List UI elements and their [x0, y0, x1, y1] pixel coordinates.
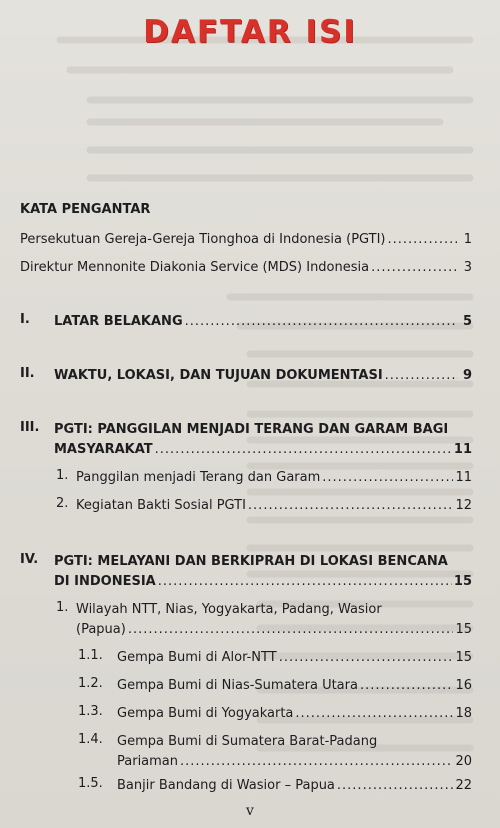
leader-dots [295, 704, 453, 724]
leader-dots [388, 230, 459, 250]
subsection-number: 1.4. [78, 732, 103, 747]
leader-dots [128, 620, 454, 640]
toc-chapter-3-title-line1[interactable]: PGTI: PANGGILAN MENJADI TERANG DAN GARAM BAGI [54, 422, 449, 437]
toc-page-number: 11 [455, 470, 472, 485]
chapter-number: IV. [20, 552, 39, 567]
toc-chapter-4-title-line1[interactable]: PGTI: MELAYANI DAN BERKIPRAH DI LOKASI BENCANA [54, 554, 448, 569]
toc-page-number: 15 [455, 650, 472, 665]
subsection-number: 1.1. [78, 648, 103, 663]
toc-chapter-title-line2: DI INDONESIA [54, 574, 156, 589]
subsection-number: 1.5. [78, 776, 103, 791]
toc-section-text-line2: (Papua) [76, 622, 126, 637]
toc-chapter-title: LATAR BELAKANG [54, 314, 183, 329]
leader-dots [155, 440, 452, 460]
toc-subsection-1-4-line1[interactable]: Gempa Bumi di Sumatera Barat-Padang [117, 734, 378, 749]
toc-entry-text: Persekutuan Gereja-Gereja Tionghoa di Indonesia (PGTI) [20, 232, 386, 247]
leader-dots [360, 676, 453, 696]
toc-page-number: 5 [462, 314, 472, 329]
toc-entry-text: Direktur Mennonite Diakonia Service (MDS) Indonesia [20, 260, 370, 275]
section-number: 1. [56, 468, 69, 483]
toc-section-text: Kegiatan Bakti Sosial PGTI [76, 498, 246, 513]
toc-subsection-1-3[interactable] [117, 704, 472, 724]
toc-chapter-1[interactable] [54, 312, 472, 332]
toc-subsection-1-5[interactable] [117, 776, 472, 796]
subsection-number: 1.3. [78, 704, 103, 719]
toc-subsection-1-4[interactable] [117, 752, 472, 772]
toc-page-number: 11 [453, 442, 472, 457]
toc-page-number: 18 [455, 706, 472, 721]
leader-dots [185, 312, 458, 332]
toc-entry-pgti-foreword[interactable] [20, 230, 472, 250]
toc-section-3-1[interactable] [76, 468, 472, 488]
leader-dots [337, 776, 454, 796]
toc-section-4-1[interactable] [76, 620, 472, 640]
leader-dots [371, 258, 458, 278]
chapter-number: II. [20, 366, 35, 381]
toc-chapter-3[interactable] [54, 440, 472, 460]
page-number-footer: v [246, 803, 254, 819]
toc-page-number: 22 [455, 778, 472, 793]
toc-page-number: 15 [453, 574, 472, 589]
toc-page-number: 9 [462, 368, 472, 383]
leader-dots [322, 468, 453, 488]
toc-section-text: Panggilan menjadi Terang dan Garam [76, 470, 321, 485]
toc-section-4-1-line1[interactable]: Wilayah NTT, Nias, Yogyakarta, Padang, Wasior [76, 602, 382, 617]
toc-subsection-1-1[interactable] [117, 648, 472, 668]
chapter-number: III. [20, 420, 40, 435]
section-number: 1. [56, 600, 69, 615]
toc-chapter-4[interactable] [54, 572, 472, 592]
section-heading-kata-pengantar: KATA PENGANTAR [20, 202, 151, 217]
toc-subsection-text: Gempa Bumi di Yogyakarta [117, 706, 294, 721]
toc-page-number: 15 [455, 622, 472, 637]
chapter-number: I. [20, 312, 30, 327]
toc-page-number: 16 [455, 678, 472, 693]
leader-dots [279, 648, 454, 668]
leader-dots [248, 496, 454, 516]
subsection-number: 1.2. [78, 676, 103, 691]
toc-section-3-2[interactable] [76, 496, 472, 516]
toc-subsection-text: Banjir Bandang di Wasior – Papua [117, 778, 335, 793]
toc-chapter-title: WAKTU, LOKASI, DAN TUJUAN DOKUMENTASI [54, 368, 383, 383]
toc-entry-mds-foreword[interactable] [20, 258, 472, 278]
toc-subsection-text-line2: Pariaman [117, 754, 179, 769]
leader-dots [158, 572, 452, 592]
leader-dots [180, 752, 453, 772]
toc-chapter-title-line2: MASYARAKAT [54, 442, 153, 457]
toc-chapter-2[interactable] [54, 366, 472, 386]
leader-dots [385, 366, 458, 386]
section-number: 2. [56, 496, 69, 511]
toc-subsection-text: Gempa Bumi di Alor-NTT [117, 650, 277, 665]
toc-subsection-text: Gempa Bumi di Nias-Sumatera Utara [117, 678, 358, 693]
toc-page-number: 20 [455, 754, 472, 769]
toc-subsection-1-2[interactable] [117, 676, 472, 696]
toc-page-number: 3 [463, 260, 472, 275]
page-title: DAFTAR ISI [143, 14, 357, 50]
toc-page-number: 1 [463, 232, 472, 247]
toc-page-number: 12 [455, 498, 472, 513]
